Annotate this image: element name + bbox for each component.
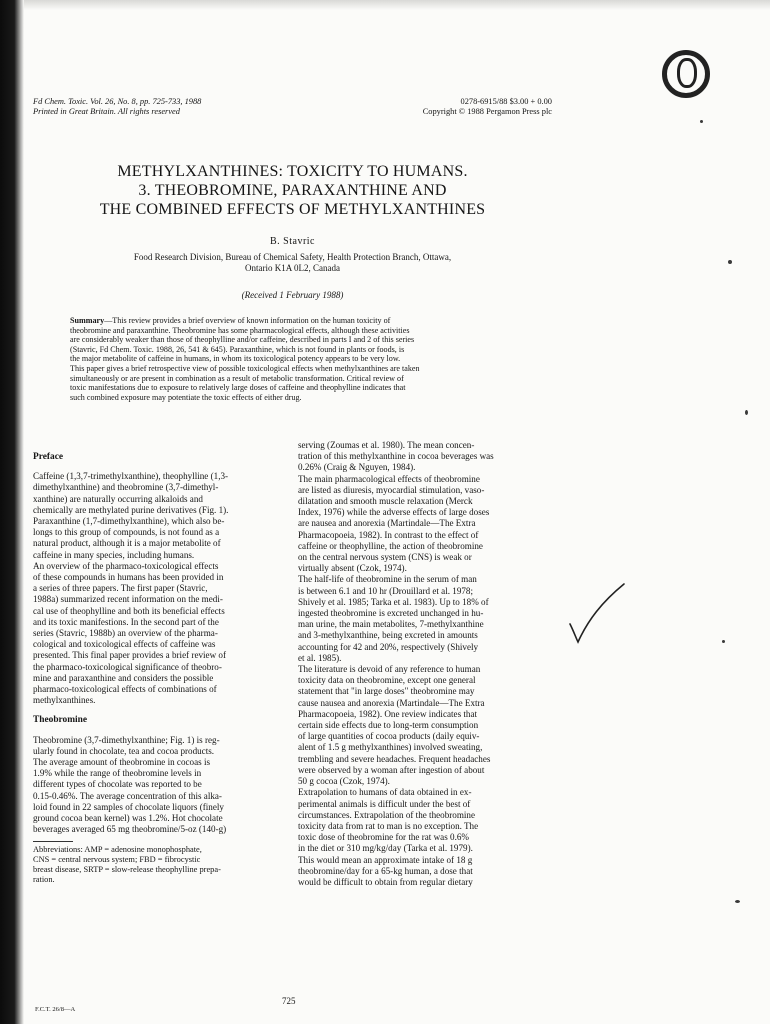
- running-head-right: [400, 97, 552, 117]
- right-column: [298, 440, 556, 888]
- body-line: is between 6.1 and 10 hr (Drouillard et al. 1978;: [298, 585, 474, 596]
- body-line: chemically are methylated purine derivatives (Fig. 1).: [33, 504, 229, 515]
- summary-line: Summary—This review provides a brief overview of known information on the human toxicity of: [70, 316, 391, 325]
- body-line: The main pharmacological effects of theobromine: [298, 473, 480, 484]
- body-line: the pharmaco-toxicological significance of theobro-: [33, 661, 222, 672]
- body-line: 0.15-0.46%. The average concentration of this alka-: [33, 790, 222, 801]
- abbreviation-line: breast disease, SRTP = slow-release theophylline prepa-: [33, 864, 221, 874]
- body-line: tration of this methylxanthine in cocoa beverages was: [298, 451, 494, 462]
- body-line: longs to this group of compounds, is not found as a: [33, 527, 220, 538]
- scan-speckle: [722, 640, 725, 643]
- handwritten-check-mark: [566, 580, 628, 650]
- body-line: 1988a) summarized recent information on the medi-: [33, 594, 223, 605]
- body-line: The average amount of theobromine in cocoas is: [33, 757, 211, 768]
- body-line: dilatation and smooth muscle relaxation (Merck: [298, 496, 473, 507]
- summary-line: toxic manifestations due to exposure to relatively large doses of caffeine and theophylline indicates that: [70, 383, 406, 393]
- body-line: alent of 1.5 g methylxanthines) involved sweating,: [298, 742, 483, 753]
- body-line: virtually absent (Czok, 1974).: [298, 563, 407, 574]
- body-line: serving (Zoumas et al. 1980). The mean concen-: [298, 440, 475, 450]
- scan-shadow-top: [24, 0, 770, 10]
- body-line: on the central nervous system (CNS) is weak or: [298, 552, 472, 563]
- body-line: The half-life of theobromine in the serum of man: [298, 574, 477, 585]
- body-line: natural product, although it is a major metabolite of: [33, 538, 221, 549]
- copyright-notice: Copyright © 1988 Pergamon Press plc: [422, 107, 552, 116]
- body-line: 0.26% (Craig & Nguyen, 1984).: [298, 462, 416, 473]
- summary-line: are considerably weaker than those of theophylline and/or caffeine, described in parts I and 2 of this series: [70, 335, 415, 345]
- scan-shadow-left: [0, 0, 24, 1024]
- body-line: xanthine) are naturally occurring alkaloids and: [33, 493, 203, 504]
- printed-notice: Printed in Great Britain. All rights reserved: [33, 107, 180, 116]
- body-line: Pharmacopoeia, 1982). One review indicates that: [298, 708, 478, 719]
- running-head-left: [33, 97, 201, 117]
- body-line: would be difficult to obtain from regular dietary: [298, 876, 473, 887]
- summary-line: This paper gives a brief retrospective view of possible toxicological effects when methylxanthines are taken: [70, 363, 420, 373]
- affiliation-line: Food Research Division, Bureau of Chemical Safety, Health Protection Branch, Ottawa,: [133, 252, 452, 262]
- article-title: [40, 162, 545, 219]
- body-line: Index, 1976) while the adverse effects of large doses: [298, 507, 490, 518]
- body-line: toxicity data on theobromine, except one general: [298, 675, 476, 686]
- footnote-rule: [33, 841, 73, 842]
- body-line: were observed by a woman after ingestion of about: [298, 764, 485, 775]
- body-line: and its toxic manifestions. In the second part of the: [33, 616, 219, 627]
- body-line: of large quantities of cocoa products (daily equiv-: [298, 731, 480, 742]
- summary-line: such combined exposure may potentiate the toxic effects of either drug.: [70, 392, 302, 402]
- body-line: cause nausea and anorexia (Martindale—The Extra: [298, 697, 485, 708]
- journal-code: F.C.T. 26/8—A: [35, 1006, 76, 1013]
- affiliation-line: Ontario K1A 0L2, Canada: [245, 263, 340, 273]
- body-line: different types of chocolate was reported to be: [33, 779, 202, 790]
- body-line: Theobromine (3,7-dimethylxanthine; Fig. 1) is reg-: [33, 734, 220, 745]
- body-line: of these compounds in humans has been provided in: [33, 572, 224, 583]
- section-heading-preface: Preface: [33, 452, 64, 462]
- body-line: methylxanthines.: [33, 695, 96, 706]
- summary-line: theobromine and paraxanthine. Theobromine has some pharmacological effects, although these activities: [70, 325, 410, 335]
- summary-line: (Stavric, Fd Chem. Toxic. 1988, 26, 541 & 645). Paraxanthine, which is not found in plants or foods, is: [70, 344, 405, 354]
- body-line: Extrapolation to humans of data obtained in ex-: [298, 787, 472, 798]
- journal-citation: Fd Chem. Toxic. Vol. 26, No. 8, pp. 725-733, 1988: [33, 97, 202, 106]
- left-column: [33, 452, 291, 885]
- body-line: cological and toxicological effects of caffeine was: [33, 639, 216, 650]
- body-line: loid found in 22 samples of chocolate liquors (finely: [33, 801, 224, 812]
- body-line: caffeine or theophylline, the action of theobromine: [298, 540, 483, 551]
- body-line: Paraxanthine (1,7-dimethylxanthine), which also be-: [33, 516, 225, 527]
- body-line: ingested theobromine is excreted unchanged in hu-: [298, 608, 484, 619]
- summary-line: simultaneously or are present in combination as a result of metabolic transformation. Critical review of: [70, 373, 404, 383]
- author-affiliation: [40, 252, 545, 274]
- body-line: perimental animals is difficult under the best of: [298, 798, 471, 809]
- abbreviation-line: ration.: [33, 874, 55, 884]
- body-line: 50 g cocoa (Czok, 1974).: [298, 776, 390, 787]
- body-line: and 3-methylxanthine, being excreted in amounts: [298, 630, 478, 641]
- body-line: theobromine/day for a 65-kg human, a dose that: [298, 865, 473, 876]
- body-line: caffeine in many species, including humans.: [33, 549, 195, 560]
- body-line: This would mean an approximate intake of 18 g: [298, 854, 473, 865]
- summary-line: the major metabolite of caffeine in humans, in whom its toxicological potency appears to be very low.: [70, 354, 401, 364]
- body-line: cal use of theophylline and both its beneficial effects: [33, 605, 225, 616]
- body-line: certain side effects due to long-term consumption: [298, 720, 479, 731]
- body-line: are nausea and anorexia (Martindale—The Extra: [298, 518, 476, 529]
- body-line: statement that "in large doses" theobromine may: [298, 686, 475, 697]
- body-line: Shively et al. 1985; Tarka et al. 1983). Up to 18% of: [298, 596, 489, 607]
- body-line: accounting for 42 and 20%, respectively (Shively: [298, 641, 479, 652]
- page-number: 725: [282, 996, 296, 1006]
- body-line: presented. This final paper provides a brief review of: [33, 650, 227, 661]
- author-name: B. Stavric: [270, 236, 315, 247]
- body-line: beverages averaged 65 mg theobromine/5-oz (140-g): [33, 824, 227, 835]
- scan-speckle: [745, 410, 748, 415]
- body-line: Caffeine (1,3,7-trimethylxanthine), theophylline (1,3-: [33, 471, 229, 482]
- body-line: ground cocoa bean kernel) was 1.2%. Hot chocolate: [33, 813, 223, 824]
- issn-price: 0278-6915/88 $3.00 + 0.00: [460, 97, 552, 106]
- section-heading-theobromine: Theobromine: [33, 715, 87, 726]
- body-line: trembling and severe headaches. Frequent headaches: [298, 753, 491, 764]
- body-line: ularly found in chocolate, tea and cocoa products.: [33, 745, 215, 756]
- body-line: in the diet or 310 mg/kg/day (Tarka et al. 1979).: [298, 843, 473, 854]
- abbreviation-line: Abbreviations: AMP = adenosine monophosphate,: [33, 844, 202, 854]
- abbreviation-line: CNS = central nervous system; FBD = fibrocystic: [33, 854, 201, 864]
- scan-speckle: [700, 120, 703, 123]
- body-line: circumstances. Extrapolation of the theobromine: [298, 809, 476, 820]
- body-line: The literature is devoid of any reference to human: [298, 664, 481, 675]
- body-line: Pharmacopoeia, 1982). In contrast to the effect of: [298, 529, 479, 540]
- body-line: An overview of the pharmaco-toxicological effects: [33, 560, 219, 571]
- body-line: dimethylxanthine) and theobromine (3,7-dimethyl-: [33, 482, 219, 493]
- received-date: (Received 1 February 1988): [241, 290, 344, 300]
- body-line: pharmaco-toxicological effects of combinations of: [33, 684, 217, 695]
- body-line: a series of three papers. The first paper (Stavric,: [33, 583, 208, 594]
- summary-abstract: [70, 316, 515, 402]
- body-line: series (Stavric, 1988b) an overview of the pharma-: [33, 628, 218, 639]
- title-line: METHYLXANTHINES: TOXICITY TO HUMANS.: [117, 163, 468, 180]
- body-line: 1.9% while the range of theobromine levels in: [33, 768, 202, 779]
- binder-ring-mark-inner: [677, 58, 697, 88]
- scan-speckle: [728, 260, 732, 264]
- body-line: toxic dose of theobromine for the rat was 0.6%: [298, 832, 469, 843]
- scan-speckle: [735, 900, 740, 903]
- summary-label: Summary: [70, 316, 105, 325]
- title-line: THE COMBINED EFFECTS OF METHYLXANTHINES: [99, 201, 486, 218]
- body-line: are listed as diuresis, myocardial stimulation, vaso-: [298, 484, 485, 495]
- body-line: toxicity data from rat to man is no exception. The: [298, 820, 479, 831]
- body-line: et al. 1985).: [298, 652, 342, 663]
- title-line: 3. THEOBROMINE, PARAXANTHINE AND: [138, 182, 447, 199]
- body-line: man urine, the main metabolites, 7-methylxanthine: [298, 619, 484, 630]
- body-line: mine and paraxanthine and considers the possible: [33, 672, 214, 683]
